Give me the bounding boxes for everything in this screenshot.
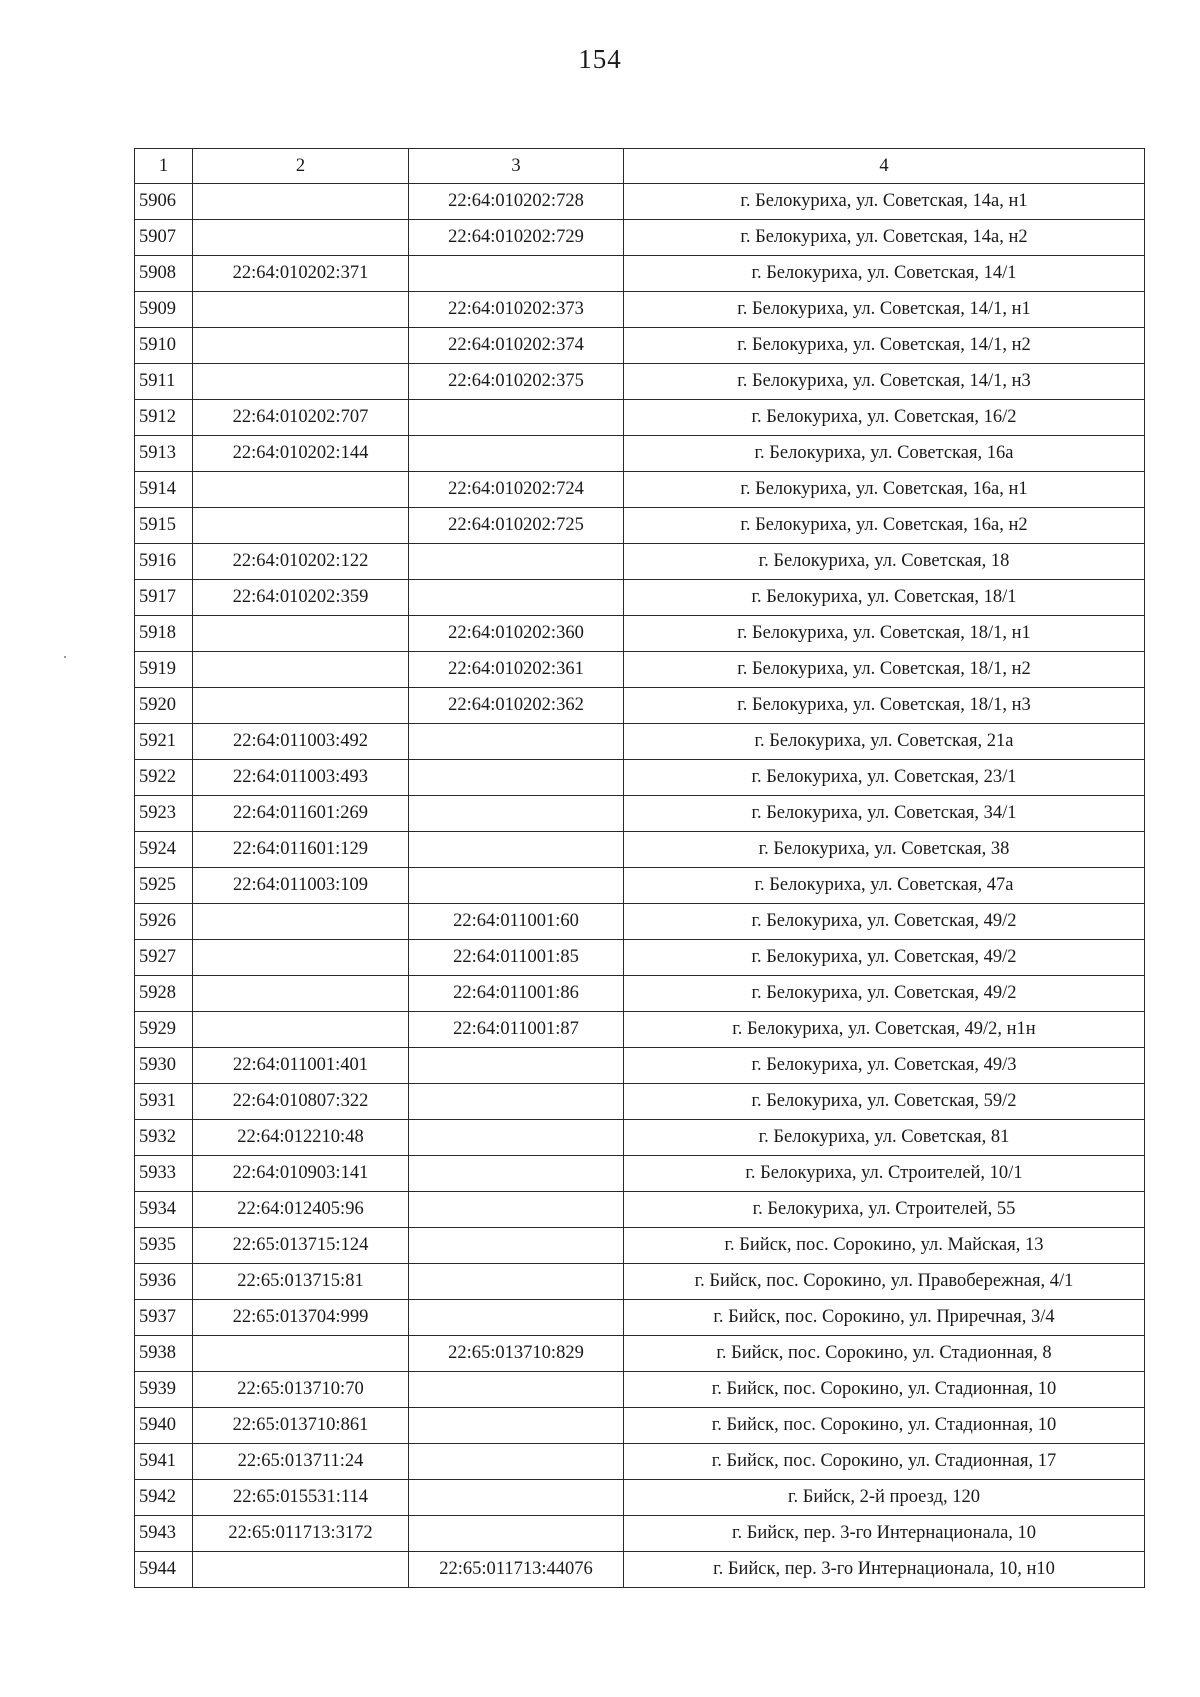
premises-cadastral-cell xyxy=(409,832,624,868)
premises-cadastral-cell: 22:64:010202:362 xyxy=(409,688,624,724)
premises-cadastral-cell: 22:65:013710:829 xyxy=(409,1336,624,1372)
cadastral-number-cell: 22:64:010202:707 xyxy=(193,400,409,436)
row-number-cell: 5928 xyxy=(135,976,193,1012)
row-number-cell: 5907 xyxy=(135,220,193,256)
address-cell: г. Белокуриха, ул. Советская, 49/2 xyxy=(624,940,1145,976)
address-cell: г. Белокуриха, ул. Советская, 18/1, н2 xyxy=(624,652,1145,688)
premises-cadastral-cell xyxy=(409,400,624,436)
address-cell: г. Белокуриха, ул. Советская, 14/1, н1 xyxy=(624,292,1145,328)
cadastral-number-cell xyxy=(193,616,409,652)
row-number-cell: 5940 xyxy=(135,1408,193,1444)
address-cell: г. Белокуриха, ул. Советская, 14/1, н3 xyxy=(624,364,1145,400)
cadastral-number-cell: 22:64:010807:322 xyxy=(193,1084,409,1120)
cadastral-number-cell xyxy=(193,1336,409,1372)
cadastral-number-cell xyxy=(193,220,409,256)
premises-cadastral-cell xyxy=(409,796,624,832)
table-row xyxy=(135,1156,1145,1192)
table-header xyxy=(135,149,1145,184)
premises-cadastral-cell xyxy=(409,1192,624,1228)
cadastral-number-cell xyxy=(193,688,409,724)
cadastral-number-cell: 22:64:010202:371 xyxy=(193,256,409,292)
cadastral-number-cell xyxy=(193,1012,409,1048)
premises-cadastral-cell xyxy=(409,1408,624,1444)
address-cell: г. Белокуриха, ул. Строителей, 55 xyxy=(624,1192,1145,1228)
row-number-cell: 5919 xyxy=(135,652,193,688)
address-cell: г. Белокуриха, ул. Советская, 18/1 xyxy=(624,580,1145,616)
table-row xyxy=(135,328,1145,364)
premises-cadastral-cell xyxy=(409,256,624,292)
cadastral-number-cell: 22:64:010202:122 xyxy=(193,544,409,580)
table-row xyxy=(135,652,1145,688)
premises-cadastral-cell xyxy=(409,1480,624,1516)
address-cell: г. Белокуриха, ул. Строителей, 10/1 xyxy=(624,1156,1145,1192)
premises-cadastral-cell xyxy=(409,1084,624,1120)
header-col-3: 3 xyxy=(409,149,624,184)
cadastral-number-cell: 22:64:010202:359 xyxy=(193,580,409,616)
premises-cadastral-cell xyxy=(409,1444,624,1480)
cadastral-number-cell xyxy=(193,472,409,508)
table-row xyxy=(135,1372,1145,1408)
cadastral-number-cell: 22:64:011003:493 xyxy=(193,760,409,796)
table-body xyxy=(135,184,1145,1588)
cadastral-number-cell: 22:64:011001:401 xyxy=(193,1048,409,1084)
row-number-cell: 5936 xyxy=(135,1264,193,1300)
cadastral-number-cell xyxy=(193,292,409,328)
cadastral-number-cell xyxy=(193,940,409,976)
table-row xyxy=(135,1444,1145,1480)
cadastral-number-cell xyxy=(193,328,409,364)
row-number-cell: 5921 xyxy=(135,724,193,760)
cadastral-number-cell: 22:65:013704:999 xyxy=(193,1300,409,1336)
table-row xyxy=(135,1048,1145,1084)
row-number-cell: 5916 xyxy=(135,544,193,580)
row-number-cell: 5932 xyxy=(135,1120,193,1156)
cadastral-number-cell: 22:64:010202:144 xyxy=(193,436,409,472)
cadastral-number-cell xyxy=(193,1552,409,1588)
table-row xyxy=(135,1120,1145,1156)
table-row xyxy=(135,220,1145,256)
address-cell: г. Бийск, пер. 3-го Интернационала, 10 xyxy=(624,1516,1145,1552)
premises-cadastral-cell: 22:65:011713:44076 xyxy=(409,1552,624,1588)
address-cell: г. Бийск, 2-й проезд, 120 xyxy=(624,1480,1145,1516)
table-row xyxy=(135,688,1145,724)
table-row xyxy=(135,760,1145,796)
table-row xyxy=(135,364,1145,400)
premises-cadastral-cell xyxy=(409,1264,624,1300)
cadastral-number-cell xyxy=(193,904,409,940)
premises-cadastral-cell: 22:64:010202:725 xyxy=(409,508,624,544)
table-row xyxy=(135,1012,1145,1048)
premises-cadastral-cell: 22:64:011001:86 xyxy=(409,976,624,1012)
premises-cadastral-cell: 22:64:010202:360 xyxy=(409,616,624,652)
address-cell: г. Белокуриха, ул. Советская, 47а xyxy=(624,868,1145,904)
address-cell: г. Белокуриха, ул. Советская, 18/1, н1 xyxy=(624,616,1145,652)
premises-cadastral-cell: 22:64:010202:373 xyxy=(409,292,624,328)
cadastral-number-cell: 22:65:011713:3172 xyxy=(193,1516,409,1552)
table-row xyxy=(135,832,1145,868)
register-table xyxy=(134,148,1145,1588)
row-number-cell: 5930 xyxy=(135,1048,193,1084)
cadastral-number-cell: 22:64:011003:109 xyxy=(193,868,409,904)
register-table-container xyxy=(134,148,1144,1588)
premises-cadastral-cell xyxy=(409,760,624,796)
table-row xyxy=(135,256,1145,292)
cadastral-number-cell: 22:65:013710:70 xyxy=(193,1372,409,1408)
premises-cadastral-cell: 22:64:010202:729 xyxy=(409,220,624,256)
address-cell: г. Бийск, пос. Сорокино, ул. Стадионная, 10 xyxy=(624,1372,1145,1408)
table-row xyxy=(135,1192,1145,1228)
premises-cadastral-cell xyxy=(409,544,624,580)
row-number-cell: 5918 xyxy=(135,616,193,652)
row-number-cell: 5913 xyxy=(135,436,193,472)
address-cell: г. Белокуриха, ул. Советская, 14/1 xyxy=(624,256,1145,292)
row-number-cell: 5942 xyxy=(135,1480,193,1516)
address-cell: г. Бийск, пос. Сорокино, ул. Правобережная, 4/1 xyxy=(624,1264,1145,1300)
row-number-cell: 5906 xyxy=(135,184,193,220)
address-cell: г. Бийск, пос. Сорокино, ул. Стадионная, 10 xyxy=(624,1408,1145,1444)
premises-cadastral-cell xyxy=(409,1372,624,1408)
row-number-cell: 5939 xyxy=(135,1372,193,1408)
cadastral-number-cell: 22:64:011003:492 xyxy=(193,724,409,760)
row-number-cell: 5908 xyxy=(135,256,193,292)
premises-cadastral-cell: 22:64:011001:60 xyxy=(409,904,624,940)
row-number-cell: 5911 xyxy=(135,364,193,400)
header-row xyxy=(135,149,1145,184)
table-row xyxy=(135,1300,1145,1336)
row-number-cell: 5938 xyxy=(135,1336,193,1372)
page-number: 154 xyxy=(578,44,622,74)
address-cell: г. Белокуриха, ул. Советская, 16а xyxy=(624,436,1145,472)
scan-speck xyxy=(64,656,66,658)
row-number-cell: 5914 xyxy=(135,472,193,508)
cadastral-number-cell: 22:64:011601:269 xyxy=(193,796,409,832)
row-number-cell: 5909 xyxy=(135,292,193,328)
table-row xyxy=(135,400,1145,436)
row-number-cell: 5912 xyxy=(135,400,193,436)
cadastral-number-cell: 22:64:011601:129 xyxy=(193,832,409,868)
cadastral-number-cell xyxy=(193,508,409,544)
row-number-cell: 5925 xyxy=(135,868,193,904)
row-number-cell: 5937 xyxy=(135,1300,193,1336)
row-number-cell: 5933 xyxy=(135,1156,193,1192)
address-cell: г. Белокуриха, ул. Советская, 14/1, н2 xyxy=(624,328,1145,364)
cadastral-number-cell: 22:64:012210:48 xyxy=(193,1120,409,1156)
table-row xyxy=(135,1408,1145,1444)
row-number-cell: 5920 xyxy=(135,688,193,724)
premises-cadastral-cell: 22:64:010202:374 xyxy=(409,328,624,364)
address-cell: г. Белокуриха, ул. Советская, 38 xyxy=(624,832,1145,868)
address-cell: г. Бийск, пер. 3-го Интернационала, 10, н10 xyxy=(624,1552,1145,1588)
address-cell: г. Белокуриха, ул. Советская, 49/3 xyxy=(624,1048,1145,1084)
table-row xyxy=(135,1516,1145,1552)
address-cell: г. Бийск, пос. Сорокино, ул. Приречная, 3/4 xyxy=(624,1300,1145,1336)
premises-cadastral-cell xyxy=(409,436,624,472)
row-number-cell: 5944 xyxy=(135,1552,193,1588)
row-number-cell: 5943 xyxy=(135,1516,193,1552)
table-row xyxy=(135,1336,1145,1372)
row-number-cell: 5931 xyxy=(135,1084,193,1120)
cadastral-number-cell: 22:65:013711:24 xyxy=(193,1444,409,1480)
row-number-cell: 5924 xyxy=(135,832,193,868)
cadastral-number-cell: 22:64:010903:141 xyxy=(193,1156,409,1192)
cadastral-number-cell: 22:65:013710:861 xyxy=(193,1408,409,1444)
premises-cadastral-cell: 22:64:010202:724 xyxy=(409,472,624,508)
table-row xyxy=(135,904,1145,940)
table-row xyxy=(135,292,1145,328)
premises-cadastral-cell xyxy=(409,868,624,904)
table-row xyxy=(135,976,1145,1012)
row-number-cell: 5923 xyxy=(135,796,193,832)
address-cell: г. Белокуриха, ул. Советская, 18 xyxy=(624,544,1145,580)
premises-cadastral-cell xyxy=(409,580,624,616)
row-number-cell: 5935 xyxy=(135,1228,193,1264)
address-cell: г. Белокуриха, ул. Советская, 18/1, н3 xyxy=(624,688,1145,724)
address-cell: г. Белокуриха, ул. Советская, 16а, н1 xyxy=(624,472,1145,508)
address-cell: г. Белокуриха, ул. Советская, 49/2, н1н xyxy=(624,1012,1145,1048)
table-row xyxy=(135,1264,1145,1300)
address-cell: г. Белокуриха, ул. Советская, 49/2 xyxy=(624,976,1145,1012)
premises-cadastral-cell: 22:64:010202:375 xyxy=(409,364,624,400)
row-number-cell: 5934 xyxy=(135,1192,193,1228)
premises-cadastral-cell xyxy=(409,724,624,760)
premises-cadastral-cell: 22:64:010202:728 xyxy=(409,184,624,220)
table-row xyxy=(135,1480,1145,1516)
address-cell: г. Белокуриха, ул. Советская, 81 xyxy=(624,1120,1145,1156)
table-row xyxy=(135,472,1145,508)
address-cell: г. Белокуриха, ул. Советская, 16/2 xyxy=(624,400,1145,436)
address-cell: г. Белокуриха, ул. Советская, 21а xyxy=(624,724,1145,760)
row-number-cell: 5915 xyxy=(135,508,193,544)
table-row xyxy=(135,724,1145,760)
row-number-cell: 5922 xyxy=(135,760,193,796)
premises-cadastral-cell xyxy=(409,1120,624,1156)
premises-cadastral-cell xyxy=(409,1228,624,1264)
address-cell: г. Белокуриха, ул. Советская, 16а, н2 xyxy=(624,508,1145,544)
row-number-cell: 5929 xyxy=(135,1012,193,1048)
cadastral-number-cell xyxy=(193,652,409,688)
header-col-2: 2 xyxy=(193,149,409,184)
row-number-cell: 5917 xyxy=(135,580,193,616)
premises-cadastral-cell xyxy=(409,1048,624,1084)
table-row xyxy=(135,508,1145,544)
address-cell: г. Белокуриха, ул. Советская, 23/1 xyxy=(624,760,1145,796)
address-cell: г. Бийск, пос. Сорокино, ул. Стадионная, 17 xyxy=(624,1444,1145,1480)
table-row xyxy=(135,544,1145,580)
cadastral-number-cell: 22:64:012405:96 xyxy=(193,1192,409,1228)
cadastral-number-cell: 22:65:013715:81 xyxy=(193,1264,409,1300)
cadastral-number-cell: 22:65:015531:114 xyxy=(193,1480,409,1516)
premises-cadastral-cell: 22:64:011001:87 xyxy=(409,1012,624,1048)
header-col-1: 1 xyxy=(135,149,193,184)
premises-cadastral-cell xyxy=(409,1516,624,1552)
header-col-4: 4 xyxy=(624,149,1145,184)
premises-cadastral-cell xyxy=(409,1300,624,1336)
table-row xyxy=(135,1084,1145,1120)
address-cell: г. Белокуриха, ул. Советская, 14а, н2 xyxy=(624,220,1145,256)
premises-cadastral-cell: 22:64:010202:361 xyxy=(409,652,624,688)
address-cell: г. Бийск, пос. Сорокино, ул. Майская, 13 xyxy=(624,1228,1145,1264)
cadastral-number-cell xyxy=(193,184,409,220)
table-row xyxy=(135,1228,1145,1264)
table-row xyxy=(135,868,1145,904)
row-number-cell: 5941 xyxy=(135,1444,193,1480)
table-row xyxy=(135,184,1145,220)
address-cell: г. Белокуриха, ул. Советская, 59/2 xyxy=(624,1084,1145,1120)
cadastral-number-cell xyxy=(193,976,409,1012)
premises-cadastral-cell: 22:64:011001:85 xyxy=(409,940,624,976)
table-row xyxy=(135,580,1145,616)
table-row xyxy=(135,1552,1145,1588)
address-cell: г. Белокуриха, ул. Советская, 34/1 xyxy=(624,796,1145,832)
row-number-cell: 5927 xyxy=(135,940,193,976)
cadastral-number-cell: 22:65:013715:124 xyxy=(193,1228,409,1264)
address-cell: г. Белокуриха, ул. Советская, 14а, н1 xyxy=(624,184,1145,220)
address-cell: г. Бийск, пос. Сорокино, ул. Стадионная, 8 xyxy=(624,1336,1145,1372)
premises-cadastral-cell xyxy=(409,1156,624,1192)
cadastral-number-cell xyxy=(193,364,409,400)
address-cell: г. Белокуриха, ул. Советская, 49/2 xyxy=(624,904,1145,940)
row-number-cell: 5926 xyxy=(135,904,193,940)
row-number-cell: 5910 xyxy=(135,328,193,364)
table-row xyxy=(135,616,1145,652)
table-row xyxy=(135,940,1145,976)
table-row xyxy=(135,436,1145,472)
table-row xyxy=(135,796,1145,832)
